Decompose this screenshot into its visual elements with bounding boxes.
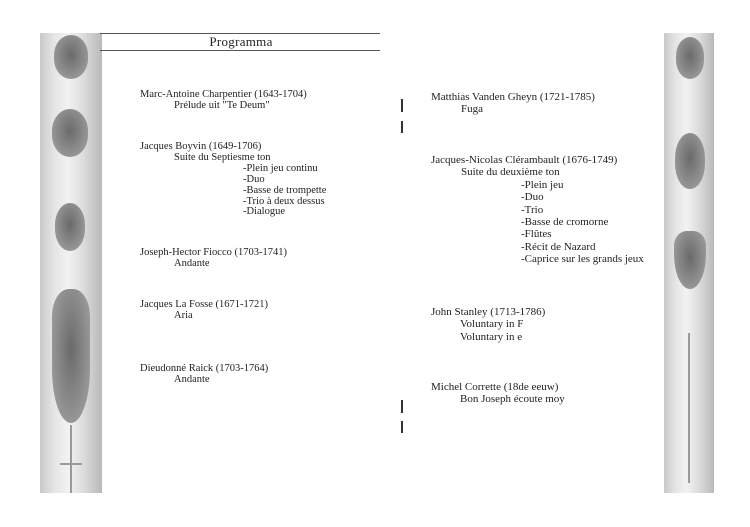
piece-title: Bon Joseph écoute moy xyxy=(460,393,565,406)
program-entry-boyvin xyxy=(140,142,326,218)
fold-mark xyxy=(401,121,403,133)
composer-name: Matthias Vanden Gheyn (1721-1785) xyxy=(431,91,595,103)
piece-title: Andante xyxy=(174,257,210,269)
movement: -Trio à deux dessus xyxy=(243,195,325,207)
program-entry-raick xyxy=(140,364,268,386)
movement: -Trio xyxy=(521,203,544,216)
header-rule-bottom xyxy=(100,50,380,51)
program-entry-clerambault xyxy=(431,154,644,266)
piece-title: Fuga xyxy=(461,103,483,116)
piece-title: Aria xyxy=(174,309,193,321)
composer-name: Jacques La Fosse (1671-1721) xyxy=(140,299,269,310)
composer-name: John Stanley (1713-1786) xyxy=(431,306,546,318)
fold-mark xyxy=(401,99,403,112)
composer-name: Jacques-Nicolas Clérambault (1676-1749) xyxy=(431,154,618,166)
movement: -Plein jeu xyxy=(521,178,564,191)
fold-mark xyxy=(401,400,403,413)
program-entry-corrette xyxy=(431,381,565,406)
movement: -Caprice sur les grands jeux xyxy=(521,253,644,266)
movement: -Basse de trompette xyxy=(243,184,327,196)
page-title: Programma xyxy=(209,34,273,49)
program-entry-lafosse xyxy=(140,300,268,322)
piece-title: Suite du deuxième ton xyxy=(461,166,560,179)
composer-name: Marc-Antoine Charpentier (1643-1704) xyxy=(140,89,307,100)
composer-name: Jacques Boyvin (1649-1706) xyxy=(140,141,262,152)
composer-name: Dieudonné Raick (1703-1764) xyxy=(140,363,269,374)
program-entry-vandengheyn xyxy=(431,91,595,116)
movement: -Duo xyxy=(521,191,544,204)
organ-pipe-image-left xyxy=(40,33,102,493)
piece-title: Suite du Septiesme ton xyxy=(174,151,271,163)
movement: -Dialogue xyxy=(243,206,285,218)
fold-mark xyxy=(401,421,403,433)
piece-title: Andante xyxy=(174,373,210,385)
program-entry-stanley xyxy=(431,306,545,343)
composer-name: Joseph-Hector Fiocco (1703-1741) xyxy=(140,247,287,258)
movement: -Récit de Nazard xyxy=(521,240,596,253)
program-entry-fiocco xyxy=(140,248,287,270)
piece-title: Prélude uit "Te Deum" xyxy=(174,99,270,111)
piece-title: Voluntary in F xyxy=(460,318,524,331)
organ-pipe-image-right xyxy=(664,33,714,493)
movement: -Flûtes xyxy=(521,228,552,241)
program-entry-charpentier xyxy=(140,90,307,112)
movement: -Plein jeu continu xyxy=(243,162,318,174)
composer-name: Michel Corrette (18de eeuw) xyxy=(431,381,559,393)
piece-title: Voluntary in e xyxy=(460,330,523,343)
movement: -Duo xyxy=(243,173,265,185)
movement: -Basse de cromorne xyxy=(521,216,609,229)
